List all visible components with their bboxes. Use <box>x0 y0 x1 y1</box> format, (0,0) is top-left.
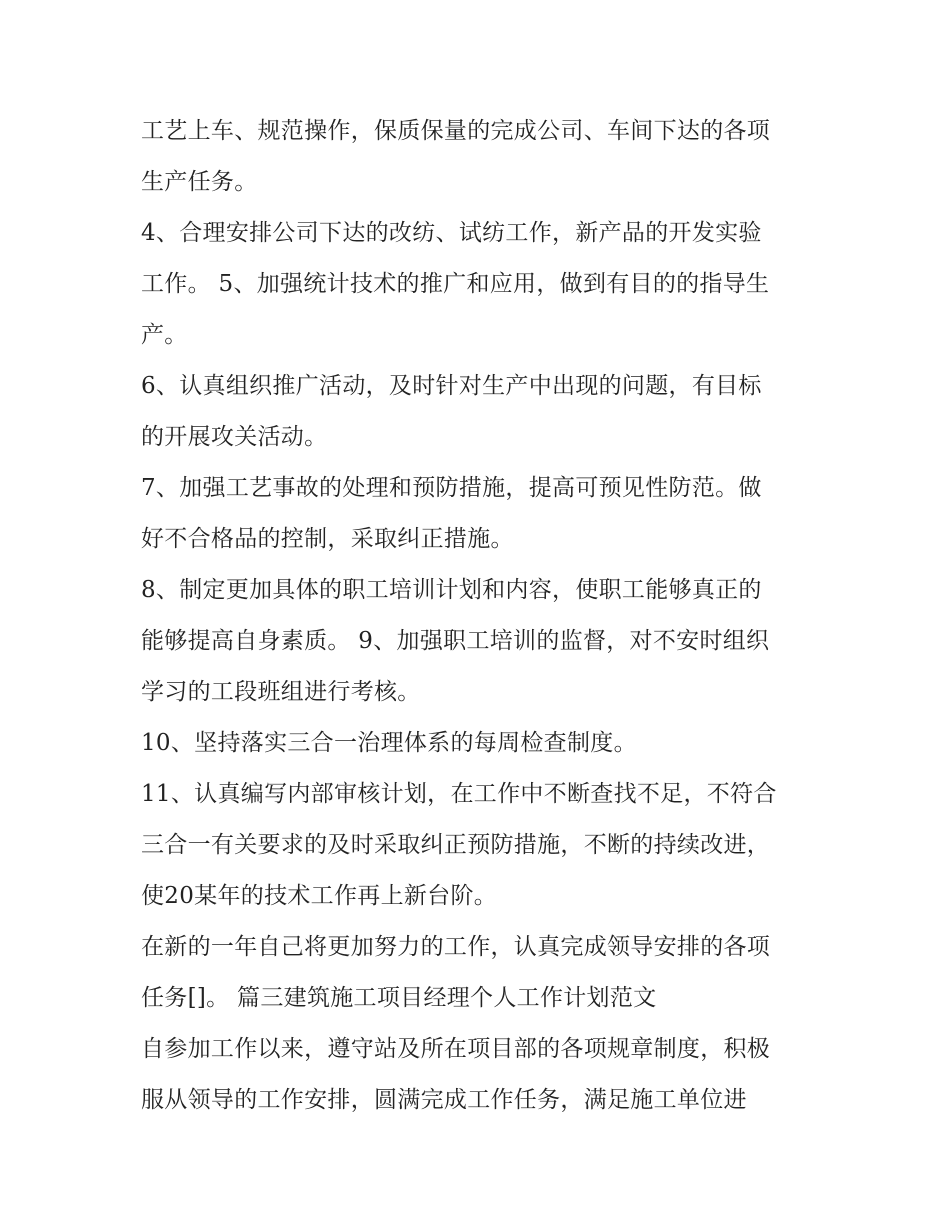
text-line: 4、合理安排公司下达的改纺、试纺工作，新产品的开发实验 <box>141 220 762 246</box>
text-line: 任务[]。 篇三建筑施工项目经理个人工作计划范文 <box>141 985 657 1011</box>
text-line: 使20某年的技术工作再上新台阶。 <box>141 883 498 909</box>
text-line: 学习的工段班组进行考核。 <box>141 679 421 705</box>
text-line: 工艺上车、规范操作，保质保量的完成公司、车间下达的各项 <box>141 118 771 144</box>
text-line: 11、认真编写内部审核计划，在工作中不断查找不足，不符合 <box>141 781 777 807</box>
text-line: 自参加工作以来，遵守站及所在项目部的各项规章制度，积极 <box>141 1036 771 1062</box>
text-line: 产。 <box>141 322 188 348</box>
text-line: 能够提高自身素质。 9、加强职工培训的监督，对不安时组织 <box>141 628 770 654</box>
text-line: 生产任务。 <box>141 169 258 195</box>
text-line: 在新的一年自己将更加努力的工作，认真完成领导安排的各项 <box>141 934 771 960</box>
text-line: 8、制定更加具体的职工培训计划和内容，使职工能够真正的 <box>141 577 762 603</box>
text-line: 7、加强工艺事故的处理和预防措施，提高可预见性防范。做 <box>141 475 762 501</box>
text-line: 工作。 5、加强统计技术的推广和应用，做到有目的的指导生 <box>141 271 770 297</box>
text-line: 10、坚持落实三合一治理体系的每周检查制度。 <box>141 730 637 756</box>
text-line: 6、认真组织推广活动，及时针对生产中出现的问题，有目标 <box>141 373 762 399</box>
text-line: 三合一有关要求的及时采取纠正预防措施，不断的持续改进， <box>141 832 771 858</box>
document-body <box>141 106 821 1126</box>
text-line: 的开展攻关活动。 <box>141 424 328 450</box>
text-line: 服从领导的工作安排，圆满完成工作任务，满足施工单位进 <box>141 1087 747 1113</box>
text-line: 好不合格品的控制，采取纠正措施。 <box>141 526 514 552</box>
